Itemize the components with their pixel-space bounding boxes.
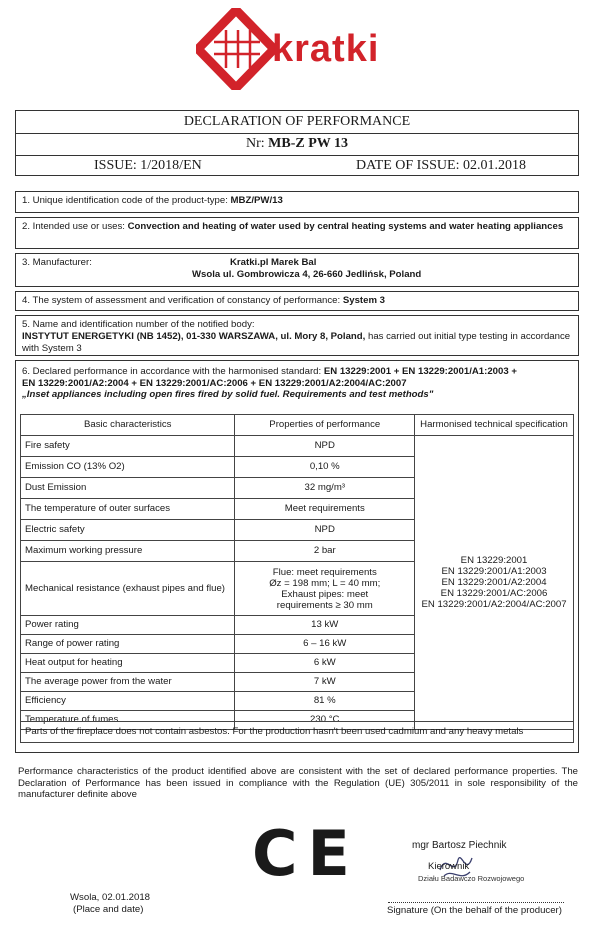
ce-mark-text: CE — [252, 817, 360, 890]
table-row: Maximum working pressure 2 bar — [21, 541, 574, 562]
declaration-title: DECLARATION OF PERFORMANCE — [16, 111, 578, 134]
standards-line-a: EN 13229:2001 + EN 13229:2001/A1:2003 + — [323, 366, 517, 377]
signer-title: Kierownik — [428, 861, 470, 872]
header-spec: Harmonised technical specification — [415, 415, 574, 436]
table-row: Range of power rating 6 – 16 kW — [21, 635, 574, 654]
declaration-header — [15, 110, 579, 176]
table-header-row — [21, 415, 574, 436]
table-row: Power rating 13 kW — [21, 616, 574, 635]
kratki-logo — [196, 8, 436, 90]
standards-line-b: EN 13229:2001/A2:2004 + EN 13229:2001/AC:2006 + EN 13229:2001/A2:2004/AC:2007 — [22, 377, 407, 389]
section-6: 6. Declared performance in accordance with the harmonised standard: EN 13229:2001 + EN 13229:2001/A1:2003 + EN 13229:2001/A2:2004 + EN 13229:2001/AC:2006 + EN 13229:2001/A2:2004/AC:2007 „Inset appliances including open fires fired by solid fuel. Requirements and test methods" Basic characteristics Properties of performance Harmonised technical specification Fire safety NPD EN 13229:2001 EN 13229:2001/A1:2003 EN 13229:2001/A2:2004 EN 13229:2001/AC:2006 EN 13229:2001/A2:2004/AC:2007 Emission CO (13% O2) 0,10 % Dust Emission 32 mg/m³ The temperature of outer surfaces Meet requirements Electric safety NPD Maximum working pressure 2 bar Mechanical resistance (exhaust pipes and flue) Flue: meet requirements Øz = 198 mm; L = 40 mm; Exhaust pipes: meet requirements ≥ 30 mm Power rating 13 kW Range of power rating 6 – 16 kW Heat output for heating 6 kW The average power from the water 7 kW Efficiency 81 % Temperature of fumes 230 °C Parts of the fireplace does not contain asbestos. For the production hasn't been used cadmium and any heavy metals — [15, 360, 579, 753]
ce-mark — [252, 817, 360, 890]
table-row: Electric safety NPD — [21, 520, 574, 541]
signer-name: mgr Bartosz Piechnik — [412, 840, 507, 851]
table-row: Dust Emission 32 mg/m³ — [21, 478, 574, 499]
nr-label: Nr: — [245, 136, 265, 151]
declaration-number — [16, 133, 578, 156]
table-row: The temperature of outer surfaces Meet requirements — [21, 499, 574, 520]
table-row: Emission CO (13% O2) 0,10 % — [21, 457, 574, 478]
logo-text: kratki — [272, 28, 380, 70]
signer-department: Działu Badawczo Rozwojowego — [418, 874, 525, 883]
signature-line — [388, 902, 564, 903]
table-row: Heat output for heating 6 kW — [21, 654, 574, 673]
table-row: Temperature of fumes 230 °C — [21, 711, 574, 730]
table-row: The average power from the water 7 kW — [21, 673, 574, 692]
assessment-system: System 3 — [342, 295, 385, 306]
standard-note: „Inset appliances including open fires fired by solid fuel. Requirements and test methods" — [22, 389, 434, 400]
performance-table — [20, 414, 574, 730]
notified-body: INSTYTUT ENERGETYKI (NB 1452), 01-330 WARSZAWA, ul. Mory 8, Poland, — [22, 331, 366, 342]
header-basic-characteristics: Basic characteristics — [21, 415, 235, 436]
nr-value: MB-Z PW 13 — [268, 136, 349, 151]
place-and-date: Wsola, 02.01.2018 — [70, 892, 151, 903]
intended-use: Convection and heating of water used by central heating systems and water heating appliances — [127, 221, 564, 232]
table-row: Efficiency 81 % — [21, 692, 574, 711]
section-5: 5. Name and identification number of the notified body: INSTYTUT ENERGETYKI (NB 1452), 01-330 WARSZAWA, ul. Mory 8, Poland, has carried out initial type testing in accordance with System 3 — [15, 315, 579, 356]
table-row: Fire safety NPD EN 13229:2001 EN 13229:2001/A1:2003 EN 13229:2001/A2:2004 EN 13229:2001/AC:2006 EN 13229:2001/A2:2004/AC:2007 — [21, 436, 574, 457]
header-properties: Properties of performance — [235, 415, 415, 436]
section-2: 2. Intended use or uses: Convection and heating of water used by central heating systems and water heating appliances — [15, 217, 579, 249]
date-of-issue: DATE OF ISSUE: 02.01.2018 — [356, 158, 526, 173]
signature-label: Signature (On the behalf of the producer) — [387, 905, 562, 916]
issue-number: ISSUE: 1/2018/EN — [94, 158, 202, 173]
section-3: 3. Manufacturer: Kratki.pl Marek Bal Wsola ul. Gombrowicza 4, 26-660 Jedlińsk, Poland — [15, 253, 579, 287]
table-row: Mechanical resistance (exhaust pipes and flue) Flue: meet requirements Øz = 198 mm; L = 40 mm; Exhaust pipes: meet requirements ≥ 30 mm — [21, 562, 574, 616]
harmonised-spec-cell: EN 13229:2001 EN 13229:2001/A1:2003 EN 13229:2001/A2:2004 EN 13229:2001/AC:2006 EN 13229:2001/A2:2004/AC:2007 — [415, 436, 574, 730]
manufacturer-address: Wsola ul. Gombrowicza 4, 26-660 Jedlińsk, Poland — [192, 269, 422, 280]
asbestos-statement: Parts of the fireplace does not contain asbestos. For the production hasn't been used cadmium and any heavy metals — [20, 721, 574, 743]
manufacturer-name: Kratki.pl Marek Bal — [230, 257, 317, 268]
performance-statement: Performance characteristics of the product identified above are consistent with the set of declared performance properties. The Declaration of Performance has been issued in compliance with the Regulation (UE) 305/2011 in sole responsibility of the manufacturer definite above — [18, 766, 578, 800]
logo-mark-icon — [196, 8, 276, 90]
place-and-date-label: (Place and date) — [73, 904, 144, 915]
product-type-code: MBZ/PW/13 — [230, 195, 283, 206]
section-1: 1. Unique identification code of the product-type: MBZ/PW/13 — [15, 191, 579, 213]
section-4: 4. The system of assessment and verification of constancy of performance: System 3 — [15, 291, 579, 311]
issue-row — [16, 155, 578, 176]
